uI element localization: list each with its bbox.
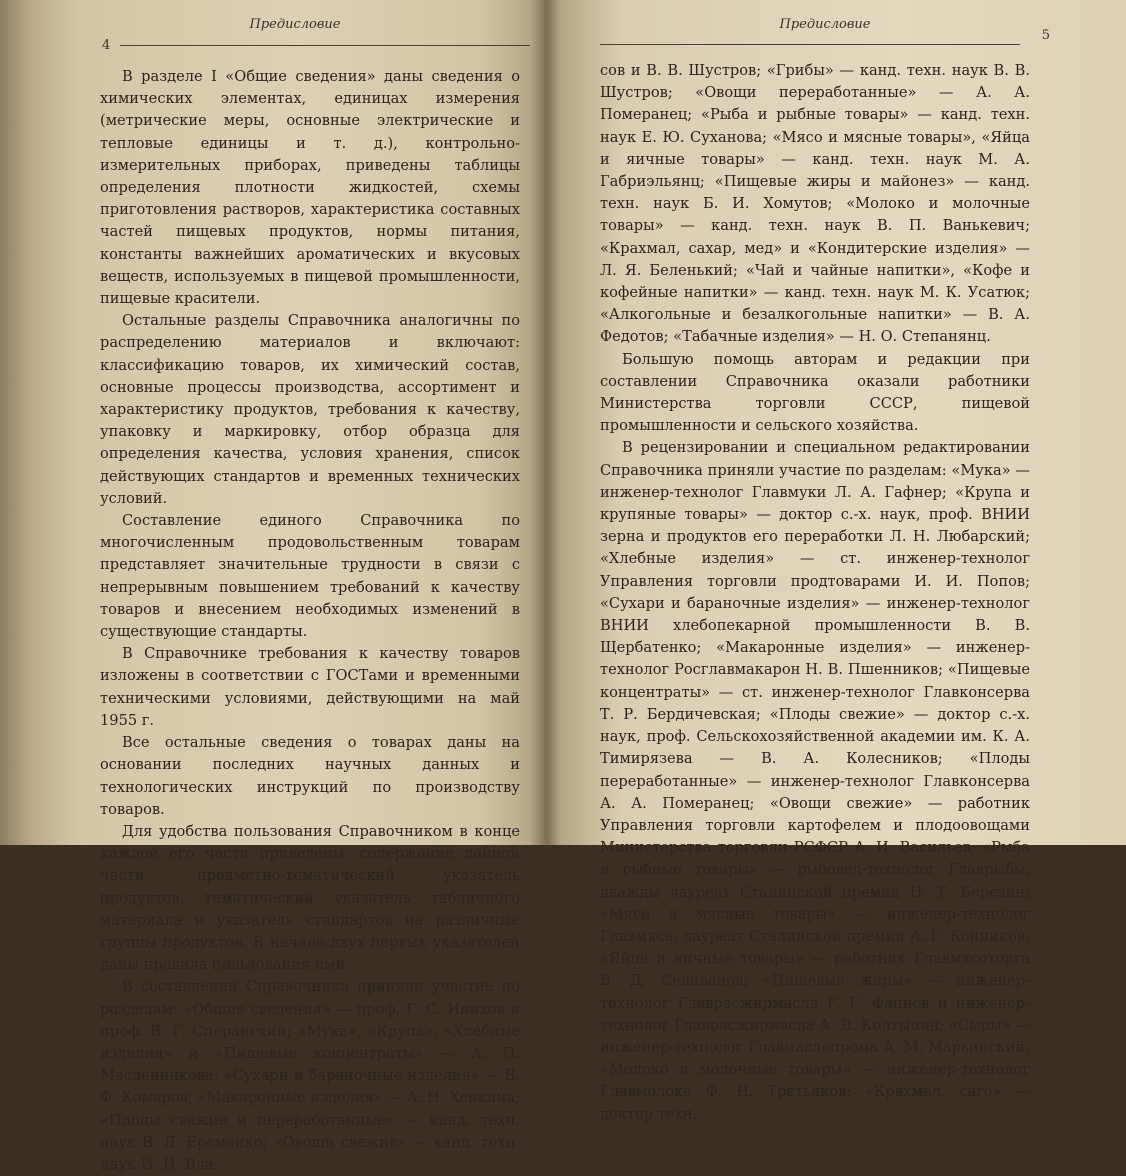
right-page xyxy=(590,0,1060,1123)
paragraph: В Справочнике требования к качеству товаров изложены в соответствии с ГОСТами и временными техническими условиями, действующими на май 1955 г. xyxy=(100,645,520,729)
paragraph: Остальные разделы Справочника аналогичны по распределению материалов и включают: классификацию товаров, их химический состав, основные процессы производства, ассортимент и характеристику продуктов, требования к качеству, упаковку и маркировку, отбор образца для определения качества, условия хранения, список действующих стандартов и временных технических условий. xyxy=(100,312,520,507)
page-body xyxy=(600,60,1030,1126)
page-body xyxy=(100,66,520,1176)
left-page xyxy=(60,0,530,1173)
paragraph: сов и В. В. Шустров; «Грибы» — канд. техн. наук В. В. Шустров; «Овощи переработанные» — А. А. Померанец; «Рыба и рыбные товары» — канд. техн. наук Е. Ю. Суханова; «Мясо и мясные товары», «Яйца и яичные товары» — канд. техн. наук М. А. Габриэльянц; «Пищевые жиры и майонез» — канд. техн. наук Б. И. Хомутов; «Молоко и молочные товары» — канд. техн. наук В. П. Ванькевич; «Крахмал, сахар, мед» и «Кондитерские изделия» — Л. Я. Беленький; «Чай и чайные напитки», «Кофе и кофейные напитки» — канд. техн. наук М. К. Усатюк; «Алкогольные и безалкогольные напитки» — В. А. Федотов; «Табачные изделия» — Н. О. Степанянц. xyxy=(600,62,1030,346)
paragraph: Все остальные сведения о товарах даны на основании последних научных данных и технологических инструкций по производству товаров. xyxy=(100,734,520,818)
paragraph: Составление единого Справочника по многочисленным продовольственным товарам представляет значительные трудности в связи с непрерывным повышением требований к качеству товаров и внесением необходимых изменений в существующие стандарты. xyxy=(100,512,520,641)
running-head: Предисловие xyxy=(779,17,871,32)
paragraph: В разделе I «Общие сведения» даны сведения о химических элементах, единицах измерения (метрические меры, основные электрические и тепловые единицы и т. д.), контрольно-измерительных приборах, приведены таблицы определения плотности жидкостей, схемы приготовления растворов, характеристика составных частей пищевых продуктов, нормы питания, константы важнейших ароматических и вкусовых веществ, используемых в пищевой промышленности, пищевые красители. xyxy=(100,68,520,308)
paragraph: В составлении Справочника приняли участие по разделам: «Общие сведения» — проф. Г. С. Инихов и проф. В. Г. Сперанский; «Мука», «Крупа», «Хлебные изделия» и «Пищевые концентраты» — А. П. Масленникова; «Сухари и бараночные изделия» — В. Ф. Комаров; «Макаронные изделия» — А. Н. Хенкина; «Плоды свежие и переработанные» — канд. техн. наук В. Д. Еременко; «Овощи свежие» — канд. техн. наук И. И. Вла- xyxy=(100,978,520,1173)
header-rule xyxy=(600,44,1020,45)
page-number: 4 xyxy=(102,38,111,53)
paragraph: Для удобства пользования Справочником в конце каждой его части приведены: содержание данной части, предметно-тематический указатель продуктов, тематический указатель табличного материала и указатель стандартов на различные группы продуктов. В начале двух первых указателей даны правила пользования ими. xyxy=(100,822,520,974)
page-number: 5 xyxy=(1041,28,1050,43)
paragraph: В рецензировании и специальном редактировании Справочника приняли участие по разделам: «Мука» — инженер-технолог Главмуки Л. А. Гафнер; «Крупа и крупяные товары» — доктор с.-х. наук, проф. ВНИИ зерна и продуктов его переработки Л. Н. Любарский; «Хлебные изделия» — ст. инженер-технолог Управления торговли продтоварами И. И. Попов; «Сухари и бараночные изделия» — инженер-технолог ВНИИ хлебопекарной промышленности В. В. Щербатенко; «Макаронные изделия» — инженер-технолог Росглавмакарон Н. В. Пшенников; «Пищевые концентраты» — ст. инженер-технолог Главконсерва Т. Р. Бердичевская; «Плоды свежие» — доктор с.-х. наук, проф. Сельскохозяйственной академии им. К. А. Тимирязева — В. А. Колесников; «Плоды переработанные» — инженер-технолог Главконсерва А. А. Померанец; «Овощи свежие» — работник Управления торговли картофелем и плодоовощами Министерства торговли РСФСР А. И. Васильев; «Рыба и рыбные товары» — рыбовед-технолог Главрыбы, дважды лауреат Сталинской премии Н. Т. Березин; «Мясо и мясные товары» — инженер-технолог Главмяса, лауреат Сталинской премии А. Г. Конников; «Яйца и яичные товары» — работник Главмясоторга В. Д. Селиванов; «Пищевые жиры» — инженер-технолог Главрасжирмасла Г. Г. Фаниев и инженер-технолог Главрасжирмасла А. Л. Колтыпин; «Сыры» — инженер-технолог Главмаслопрома А. М. Марьинский; «Молоко и молочные товары» — инженер-технолог Главмолока Ф. Н. Третьяков; «Крахмал, саго» — доктор техн. xyxy=(600,439,1030,1123)
header-rule xyxy=(120,45,530,46)
paragraph: Большую помощь авторам и редакции при составлении Справочника оказали работники Министерства торговли СССР, пищевой промышленности и сельского хозяйства. xyxy=(600,350,1030,435)
running-head: Предисловие xyxy=(249,17,341,32)
